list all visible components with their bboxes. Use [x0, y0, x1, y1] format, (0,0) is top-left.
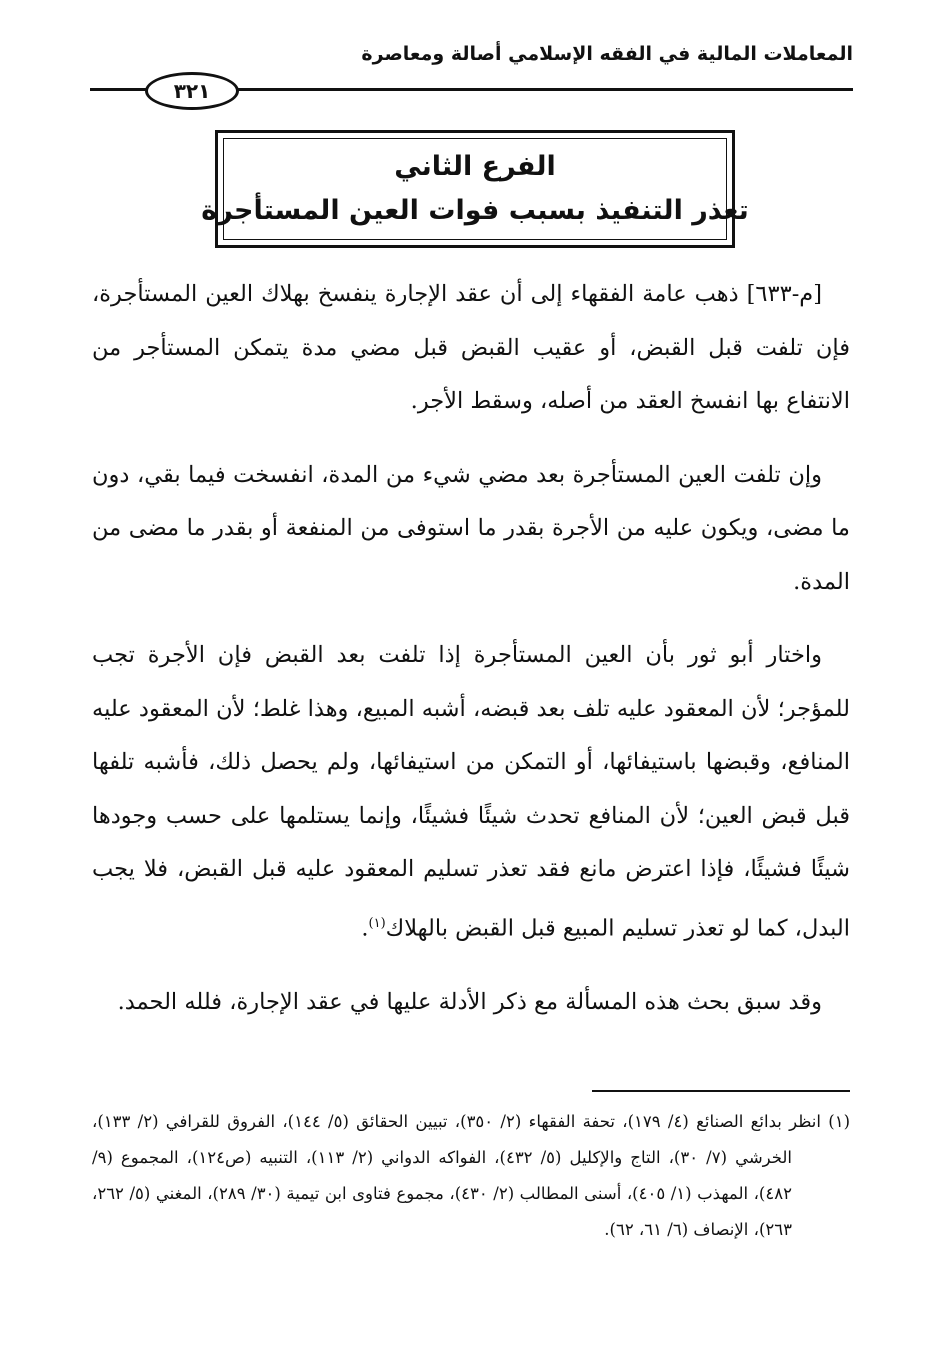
paragraph-3 [92, 629, 850, 956]
section-title-box [201, 130, 749, 248]
running-title: المعاملات المالية في الفقه الإسلامي أصالة ومعاصرة [361, 43, 853, 65]
paragraph-1: [م-٦٣٣] ذهب عامة الفقهاء إلى أن عقد الإجارة ينفسخ بهلاك العين المستأجرة، فإن تلفت قبل القبض، أو عقيب القبض قبل مضي مدة يتمكن المستأجر من الانتفاع بها انفسخ العقد من أصله، وسقط الأجر. [92, 281, 850, 414]
paragraph-3-end: . [361, 915, 369, 941]
page-number: ٣٢١ [145, 72, 239, 110]
main-text [92, 268, 850, 1029]
footnote-1 [92, 1104, 850, 1248]
paragraph-2: وإن تلفت العين المستأجرة بعد مضي شيء من المدة، انفسخت فيما بقي، دون ما مضى، ويكون عليه من الأجرة بقدر ما استوفى من المنفعة أو بقدر ما مضى من المدة. [92, 461, 850, 595]
paragraph-4: وقد سبق بحث هذه المسألة مع ذكر الأدلة عليها في عقد الإجارة، فلله الحمد. [117, 988, 822, 1015]
footnote-reference[interactable]: (١) [368, 915, 386, 931]
footnote-separator [592, 1090, 850, 1092]
paragraph-3-text: واختار أبو ثور بأن العين المستأجرة إذا تلفت بعد القبض فإن الأجرة تجب للمؤجر؛ لأن المعقود عليه تلف بعد قبضه، أشبه المبيع، وهذا غلط؛ لأن المعقود عليه المنافع، وقبضها باستيفائها، أو التمكن من استيفائها، ولم يحصل ذلك، فأشبه تلفها قبل قبض العين؛ لأن المنافع تحدث شيئًا فشيئًا، وإنما يستلمها على حسب وجودها شيئًا فشيئًا، فإذا اعترض مانع فقد تعذر تسليم المعقود عليه قبل القبض، فلا يجب البدل، كما لو تعذر تسليم المبيع قبل القبض بالهلاك [92, 642, 850, 941]
footnote-1-text: انظر بدائع الصنائع (٤/ ١٧٩)، تحفة الفقهاء (٢/ ٣٥٠)، تبيين الحقائق (٥/ ١٤٤)، الفروق للقرافي (٢/ ١٣٣)، الخرشي (٧/ ٣٠)، التاج والإكليل (٥/ ٤٣٢)، الفواكه الدواني (٢/ ١١٣)، التنبيه (ص١٢٤)، المجموع (٩/ ٤٨٢)، المهذب (١/ ٤٠٥)، أسنى المطالب (٢/ ٤٣٠)، مجموع فتاوى ابن تيمية (٣٠/ ٢٨٩)، المغني (٥/ ٢٦٢، ٢٦٣)، الإنصاف (٦/ ٦١، ٦٢). [92, 1112, 821, 1239]
section-title: الفرع الثاني [394, 151, 556, 182]
section-subtitle: تعذر التنفيذ بسبب فوات العين المستأجرة [201, 195, 749, 226]
footnote-1-marker: (١) [828, 1112, 850, 1131]
footnotes [92, 1104, 850, 1248]
section-title-frame [201, 138, 749, 240]
